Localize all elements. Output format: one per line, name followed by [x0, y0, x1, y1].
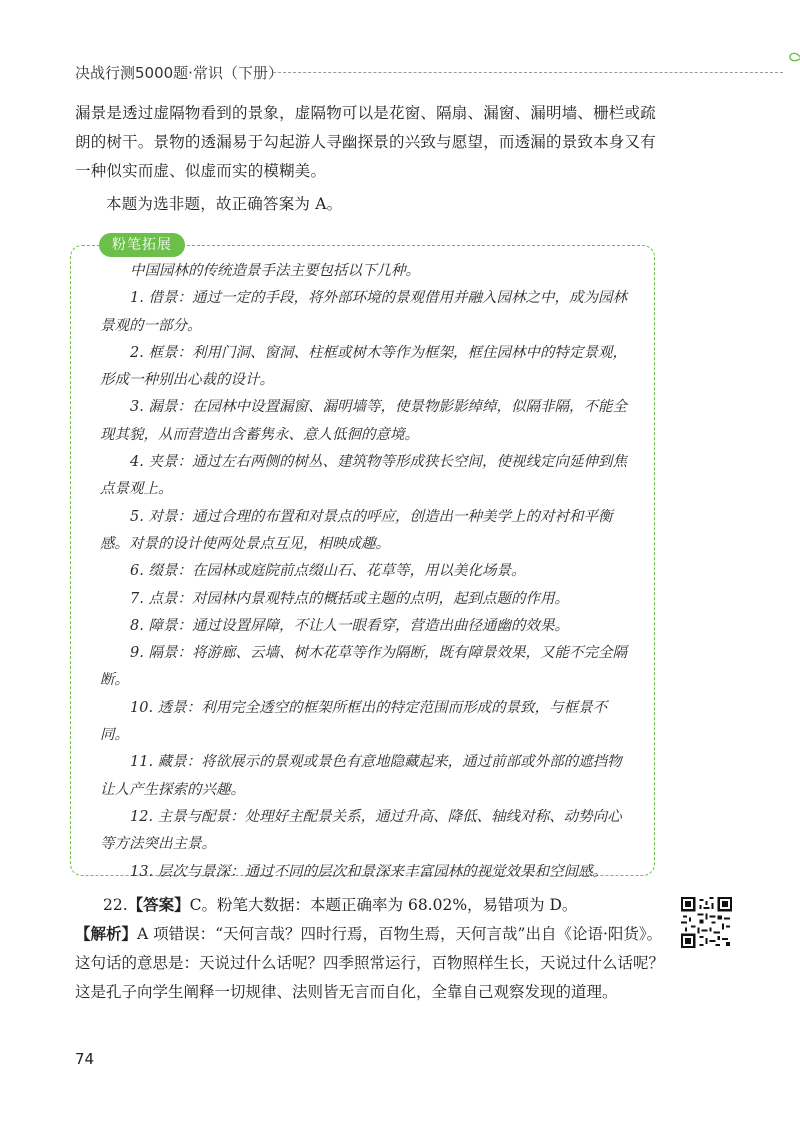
extension-line: 6. 缀景：在园林或庭院前点缀山石、花草等，用以美化场景。: [130, 563, 526, 580]
extension-line: 中国园林的传统造景手法主要包括以下几种。: [130, 263, 420, 279]
intro-conclusion: 本题为选非题，故正确答案为 A。: [106, 195, 343, 213]
extension-tag: 粉笔拓展: [99, 233, 185, 257]
extension-line: 8. 障景：通过设置屏障，不让人一眼看穿，营造出曲径通幽的效果。: [130, 617, 569, 634]
question-number: 22.: [103, 896, 128, 914]
extension-line: 5. 对景：通过合理的布置和对景点的呼应，创造出一种美学上的对衬和平衡感。对景的设计使两处景点互见，相映成趣。: [100, 508, 613, 552]
extension-line: 1. 借景：通过一定的手段，将外部环境的景观借用并融入园林之中，成为园林景观的一部分。: [100, 290, 627, 334]
analysis-label: 【解析】: [75, 924, 138, 943]
answer-text: C。粉笔大数据：本题正确率为 68.02%，易错项为 D。: [189, 896, 578, 914]
analysis-paragraph: [75, 919, 667, 1007]
extension-line: 13. 层次与景深：通过不同的层次和景深来丰富园林的视觉效果和空间感。: [130, 863, 608, 880]
header-rule: [273, 72, 783, 73]
extension-line: 4. 夹景：通过左右两侧的树丛、建筑物等形成狭长空间，使视线定向延伸到焦点景观上。: [100, 454, 627, 498]
extension-line: 10. 透景：利用完全透空的框架所框出的特定范围而形成的景致，与框景不同。: [100, 699, 608, 744]
extension-line: 2. 框景：利用门洞、窗洞、柱框或树木等作为框架，框住园林中的特定景观，形成一种别出心裁的设计。: [100, 344, 627, 389]
extension-body: [100, 258, 630, 886]
qr-code-icon[interactable]: [681, 897, 732, 948]
extension-line: 3. 漏景：在园林中设置漏窗、漏明墙等，使景物影影绰绰，似隔非隔，不能全现其貌，从而营造出含蓄隽永、意人低徊的意境。: [100, 399, 627, 443]
page-number: 74: [75, 1050, 95, 1068]
extension-line: 11. 藏景：将欲展示的景观或景色有意地隐藏起来，通过前部或外部的遮挡物让人产生探索的兴趣。: [100, 754, 622, 798]
extension-line: 12. 主景与配景：处理好主配景关系，通过升高、降低、轴线对称、动势向心等方法突出主景。: [100, 808, 622, 853]
extension-line: 7. 点景：对园林内景观特点的概括或主题的点明，起到点题的作用。: [130, 590, 569, 607]
answer-label: 【答案】: [127, 895, 190, 914]
extension-line: 9. 隔景：将游廊、云墙、树木花草等作为隔断，既有障景效果，又能不完全隔断。: [100, 645, 627, 689]
sprout-icon: [787, 48, 800, 76]
answer-line: [75, 890, 675, 920]
intro-paragraph: 漏景是透过虚隔物看到的景象，虚隔物可以是花窗、隔扇、漏窗、漏明墙、栅栏或疏朗的树干。景物的透漏易于勾起游人寻幽探景的兴致与愿望，而透漏的景致本身又有一种似实而虚、似虚而实的模糊美。: [75, 104, 656, 180]
running-header: [75, 56, 755, 86]
analysis-text: A 项错误：“天何言哉？四时行焉，百物生焉，天何言哉”出自《论语·阳货》。这句话的意思是：天说过什么话呢？四季照常运行，百物照样生长，天说过什么话呢？这是孔子向学生阐释一切规律、法则皆无言而自化，全靠自己观察发现的道理。: [75, 925, 665, 1001]
book-title: 决战行测5000题·常识（下册）: [75, 64, 283, 82]
